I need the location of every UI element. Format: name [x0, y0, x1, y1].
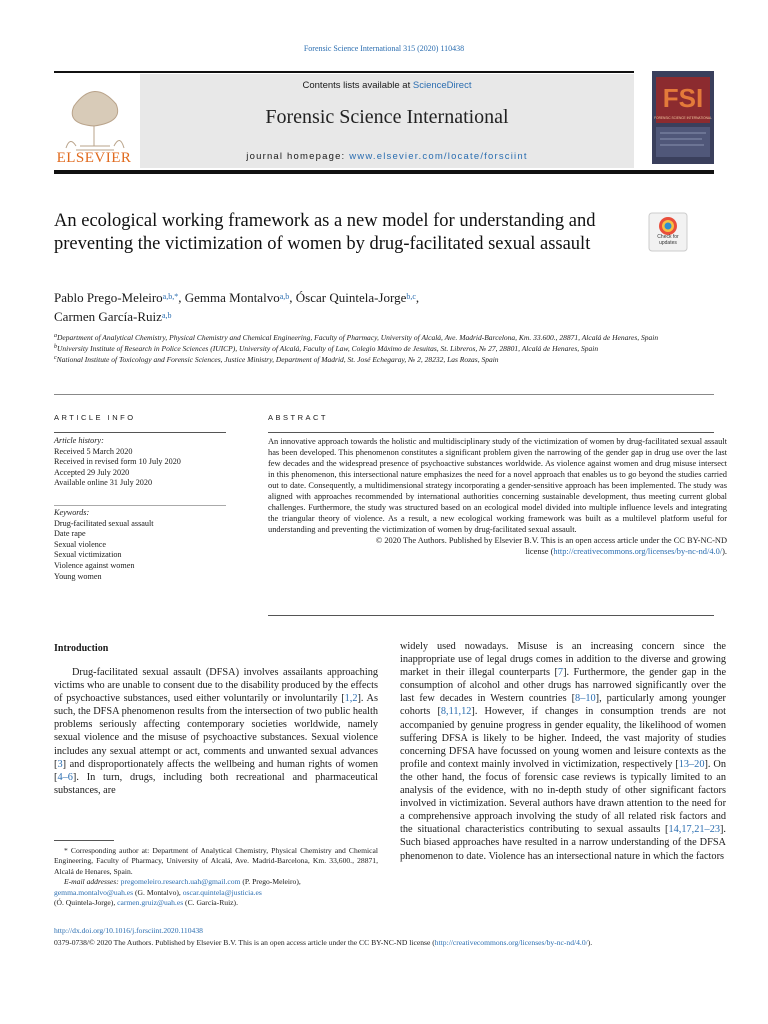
body-column-right: [400, 640, 726, 863]
keyword-item: Drug-facilitated sexual assault: [54, 518, 154, 528]
history-revised: Received in revised form 10 July 2020: [54, 457, 181, 467]
abstract-text: An innovative approach towards the holistic and multidisciplinary study of the victimization of women by drug-facilitated sexual assault has been developed. This phenomenon constitutes a significant problem given the narrowing of the gender gap in drug use over the last few decades and the widespread presence of psychoactive substances worldwide. As violence against women and drug misuse intersect in this phenomenon, this intersectional nature emphasizes the need for a novel approach that enables us to go beyond the studies carried out to date. Consequently, a multidimensional strategy incorporating a gender-sensitive approach has been implemented. The study was aligned with approaches recommended by international authorities concerning sustainable development, thus meeting current global challenges. Furthermore, the study was structured based on an ecological model divided into multiple influence levels and integrating the triangular theory of violence. As a result, a new ecological working framework was built as a multilevel platform useful for understanding and preventing the victimization of women by drug-facilitated sexual assault.: [268, 437, 727, 534]
abstract-heading: ABSTRACT: [268, 413, 329, 422]
corresponding-author-footnote: [54, 846, 378, 908]
affiliation-mark: b: [54, 344, 57, 351]
intro-paragraph-1: [54, 666, 378, 797]
author-sup[interactable]: a,b,*: [162, 292, 179, 301]
article-history: [54, 436, 234, 489]
keywords-label: Keywords:: [54, 508, 90, 517]
copyright-end: ).: [722, 547, 727, 556]
email-owner: (P. Prego-Meleiro),: [240, 877, 301, 887]
keyword-item: Young women: [54, 571, 102, 581]
contents-availability: [140, 80, 634, 91]
journal-cover-thumbnail[interactable]: [652, 71, 714, 164]
body-text: Drug-facilitated sexual assault (DFSA) involves assailants approaching victims who are unable to consent due to the disability produced by the effects of psychoactive substances, used either voluntarily or involuntarily [: [54, 667, 378, 705]
doi-link[interactable]: http://dx.doi.org/10.1016/j.forsciint.2020.110438: [54, 926, 203, 935]
email-link[interactable]: oscar.quintela@justicia.es: [182, 887, 262, 897]
homepage-prefix: journal homepage:: [246, 151, 350, 162]
sciencedirect-link[interactable]: ScienceDirect: [412, 80, 472, 91]
keyword-item: Violence against women: [54, 560, 135, 570]
affiliation-b: [54, 343, 714, 354]
issn-license-link[interactable]: http://creativecommons.org/licenses/by-nc-nd/4.0/: [434, 938, 588, 947]
citation-link[interactable]: 7: [557, 667, 564, 679]
citation-link[interactable]: 8–10: [575, 693, 596, 705]
journal-title: Forensic Science International: [265, 106, 509, 128]
email-link[interactable]: gemma.montalvo@uah.es: [54, 887, 134, 897]
body-text: ] and disproportionately affects the wellbeing and human rights of women [: [54, 758, 378, 783]
check-for-updates-icon[interactable]: [648, 212, 688, 252]
crossmark-line-1: Check for: [657, 234, 679, 240]
history-label: Article history:: [54, 436, 104, 445]
email-link[interactable]: pregomeleiro.research.uah@gmail.com: [120, 877, 241, 887]
citation-link[interactable]: 13–20: [678, 758, 705, 770]
abstract-copyright: [268, 535, 727, 557]
footnote-rule: [54, 840, 114, 841]
body-text: widely used nowadays. Misuse is an increasing concern since the inappropriate use of legal drugs comes in addition to the diverse and growing market in their illegal counterparts [: [400, 641, 726, 679]
author-sup[interactable]: a,b: [279, 292, 290, 301]
license-link[interactable]: http://creativecommons.org/licenses/by-nc-nd/4.0/: [553, 547, 723, 556]
issn-license-line: [54, 938, 734, 947]
history-accepted: Accepted 29 July 2020: [54, 467, 130, 477]
issn-end: ).: [587, 938, 593, 947]
citation-link[interactable]: 14,17,21–23: [668, 824, 720, 836]
crossmark-line-2: updates: [659, 240, 677, 246]
author-list: [54, 288, 694, 326]
copyright-text: © 2020 The Authors. Published by Elsevier B.V. This is an open access article under the CC BY-NC-ND: [375, 536, 727, 545]
author-sup[interactable]: a,b: [161, 311, 172, 320]
author-name: Pablo Prego-Meleiro: [54, 290, 163, 305]
section-heading-introduction: Introduction: [54, 643, 109, 654]
history-online: Available online 31 July 2020: [54, 478, 153, 488]
body-text: ]. Such biased approaches have resulted in a narrow understanding of the DFSA phenomenon to date. Violence has an intersectional nature in which the factors: [400, 824, 726, 862]
masthead-top-rule: [54, 71, 634, 73]
body-text: ]. However, if changes in consumption trends are not accompanied by genuine progress in gender equality, the likelihood of women suffering DFSA is likely to be higher. Indeed, the vast majority of studies concerning DFSA have focussed on young women and leisure contexts as the profile and context mainly involved in victimization, respectively [: [400, 706, 726, 770]
body-text: ]. On the other hand, the focus of forensic case reviews is typically limited to an analysis of the evidence, with no in-depth study of other significant factors involved in victimization. Several authors have drawn attention to the need for a comprehensive approach involving the study of all related risk factors and the situational characteristics contributing to sexual assaults [: [400, 758, 726, 836]
corresponding-text: * Corresponding author at: Department of Analytical Chemistry, Physical Chemistry and Chemical Engineering, Faculty of Pharmacy, University of Alcalá, Ave. Madrid-Barcelona, Km. 33,600., 28871, Alcalá de Henares, Spain.: [54, 846, 378, 876]
email-link[interactable]: carmen.gruiz@uah.es: [117, 898, 184, 908]
email-owner: (C. García-Ruiz).: [183, 898, 238, 908]
cover-title: FORENSIC SCIENCE INTERNATIONAL: [654, 116, 712, 120]
keyword-item: Date rape: [54, 529, 86, 539]
citation-link[interactable]: 8,11,12: [440, 706, 472, 718]
keyword-item: Sexual victimization: [54, 550, 122, 560]
keywords: [54, 508, 234, 582]
body-text: ]. In turn, drugs, including both recreational and pharmaceutical substances, are: [54, 771, 378, 796]
citation-link[interactable]: 4–6: [57, 771, 73, 783]
author-1[interactable]: [54, 290, 178, 305]
contents-prefix: Contents lists available at: [302, 80, 413, 91]
check-for-updates-label: [648, 234, 688, 246]
author-sep: ,: [415, 290, 420, 305]
article-title: An ecological working framework as a new model for understanding and preventing the victimization of women by drug-facilitated sexual assault: [54, 211, 596, 254]
cover-logo: FSI: [662, 83, 704, 113]
affiliation-a: [54, 332, 714, 343]
email-line: [54, 877, 378, 908]
affiliation-c: [54, 354, 714, 365]
article-info-rule: [54, 432, 226, 433]
author-name: Gemma Montalvo: [184, 290, 280, 305]
author-2[interactable]: [185, 290, 290, 305]
homepage-link[interactable]: www.elsevier.com/locate/forsciint: [349, 151, 528, 162]
author-sup[interactable]: b,c: [406, 292, 416, 301]
email-owner: (Ó. Quintela-Jorge),: [54, 898, 118, 908]
citation-link[interactable]: 1,2: [344, 693, 358, 705]
masthead-bottom-rule: [54, 170, 714, 174]
cover-art: [652, 71, 714, 164]
affiliation-text: University Institute of Research in Police Sciences (IUICP), University of Alcalá, Faculty of Law, Colegio Máximo de Jesuitas, St. Libreros, № 27, 28801, Alcalá de Henares, Spain: [57, 344, 599, 354]
keywords-rule: [54, 505, 226, 506]
body-column-left: [54, 666, 378, 797]
affiliations: [54, 332, 714, 366]
author-4[interactable]: [54, 309, 172, 324]
affiliation-mark: a: [54, 333, 57, 339]
journal-reference[interactable]: Forensic Science International 315 (2020) 110438: [303, 44, 465, 53]
abstract-bottom-rule: [268, 615, 714, 616]
email-owner: (G. Montalvo),: [133, 887, 183, 897]
elsevier-wordmark: ELSEVIER: [56, 150, 132, 166]
author-3[interactable]: [296, 290, 416, 305]
abstract-rule: [268, 432, 714, 433]
keyword-item: Sexual violence: [54, 539, 107, 549]
affiliation-mark: c: [54, 355, 57, 362]
citation-link[interactable]: 3: [57, 758, 63, 770]
history-received: Received 5 March 2020: [54, 446, 133, 456]
email-label: E-mail addresses:: [64, 877, 121, 887]
journal-homepage: [140, 151, 634, 162]
affiliation-text: National Institute of Toxicology and Forensic Sciences, Justice Ministry, Department of Madrid, St. José Echegaray, № 2, 28232, Las Rozas, Spain: [56, 355, 499, 365]
body-text: ]. As such, the DFSA phenomenon results from the intersection of two public health problems seriously affecting contemporary societies worldwide, namely sexual violence and the misuse of psychoactive substances. Sexual violence includes any sexual attempt or act, comments and unwanted sexual advances [: [54, 693, 379, 770]
intro-paragraph-1-cont: [400, 640, 726, 863]
header-divider: [54, 394, 714, 395]
author-sep: ,: [289, 290, 296, 305]
author-sep: ,: [178, 290, 185, 305]
body-text: ]. Furthermore, the gender gap in the consumption of alcohol and other drugs has narrowed significantly over the last few decades in Western countries [: [400, 667, 727, 705]
copyright-license: license (: [525, 547, 554, 556]
affiliation-text: Department of Analytical Chemistry, Physical Chemistry and Chemical Engineering, Faculty of Pharmacy, University of Alcalá, Ave. Madrid-Barcelona, Km. 33.600., 28871, Alcalá de Henares, Spain: [57, 333, 659, 342]
author-name: Óscar Quintela-Jorge: [295, 290, 407, 305]
author-name: Carmen García-Ruiz: [54, 309, 162, 324]
issn-text: 0379-0738/© 2020 The Authors. Published by Elsevier B.V. This is an open access article under the CC BY-NC-ND license (: [54, 938, 435, 947]
body-text: ], particularly among younger cohorts [: [400, 693, 726, 718]
abstract-body: [268, 436, 727, 557]
article-info-heading: ARTICLE INFO: [54, 413, 136, 422]
